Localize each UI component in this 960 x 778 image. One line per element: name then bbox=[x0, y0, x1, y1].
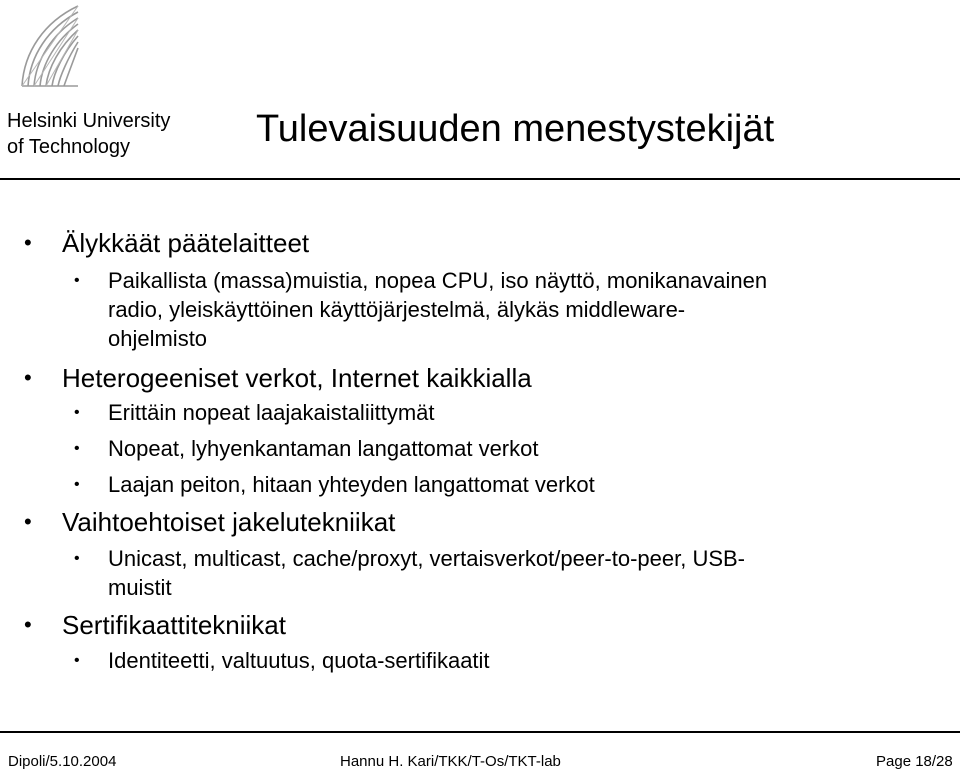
sub-bullet-text-line: ohjelmisto bbox=[108, 326, 208, 351]
sub-bullet-text: Laajan peiton, hitaan yhteyden langattomat verkot bbox=[108, 472, 595, 497]
footer-author: Hannu H. Kari/TKK/T-Os/TKT-lab bbox=[340, 753, 561, 770]
sub-bullet-dot-icon: • bbox=[74, 404, 80, 421]
footer-divider bbox=[0, 731, 960, 733]
sub-bullet-dot-icon: • bbox=[74, 476, 80, 493]
sub-bullet-text-line: Unicast, multicast, cache/proxyt, vertaisverkot/peer-to-peer, USB- bbox=[108, 546, 746, 571]
sub-bullet-text: Erittäin nopeat laajakaistaliittymät bbox=[108, 400, 435, 425]
header-divider bbox=[0, 178, 960, 180]
sub-bullet-dot-icon: • bbox=[74, 550, 80, 567]
footer-date: Dipoli/5.10.2004 bbox=[8, 753, 117, 770]
sub-bullet-text-line: Paikallista (massa)muistia, nopea CPU, iso näyttö, monikanavainen bbox=[108, 268, 768, 293]
bullet-dot-icon: • bbox=[24, 509, 32, 534]
sub-bullet-text-line: radio, yleiskäyttöinen käyttöjärjestelmä, älykäs middleware- bbox=[108, 297, 686, 322]
bullet-dot-icon: • bbox=[24, 365, 32, 390]
sub-bullet-dot-icon: • bbox=[74, 440, 80, 457]
sub-bullet-dot-icon: • bbox=[74, 652, 80, 669]
bullet-dot-icon: • bbox=[24, 612, 32, 637]
sub-bullet-dot-icon: • bbox=[74, 272, 80, 289]
sub-bullet-text: Nopeat, lyhyenkantaman langattomat verkot bbox=[108, 436, 539, 461]
university-name bbox=[7, 108, 170, 160]
bullet-text: Vaihtoehtoiset jakelutekniikat bbox=[62, 507, 396, 537]
footer-page-number: Page 18/28 bbox=[876, 753, 953, 770]
bullet-dot-icon: • bbox=[24, 230, 32, 255]
slide-title: Tulevaisuuden menestystekijät bbox=[256, 108, 775, 150]
sub-bullet-text-line: muistit bbox=[108, 575, 172, 600]
bullet-text: Älykkäät päätelaitteet bbox=[62, 228, 310, 258]
university-name-line2: of Technology bbox=[7, 136, 131, 158]
bullet-text: Heterogeeniset verkot, Internet kaikkialla bbox=[62, 363, 532, 393]
bullet-text: Sertifikaattitekniikat bbox=[62, 610, 286, 640]
university-logo-icon bbox=[14, 2, 82, 88]
sub-bullet-text: Identiteetti, valtuutus, quota-sertifikaatit bbox=[108, 648, 490, 673]
university-name-line1: Helsinki University bbox=[7, 110, 171, 132]
